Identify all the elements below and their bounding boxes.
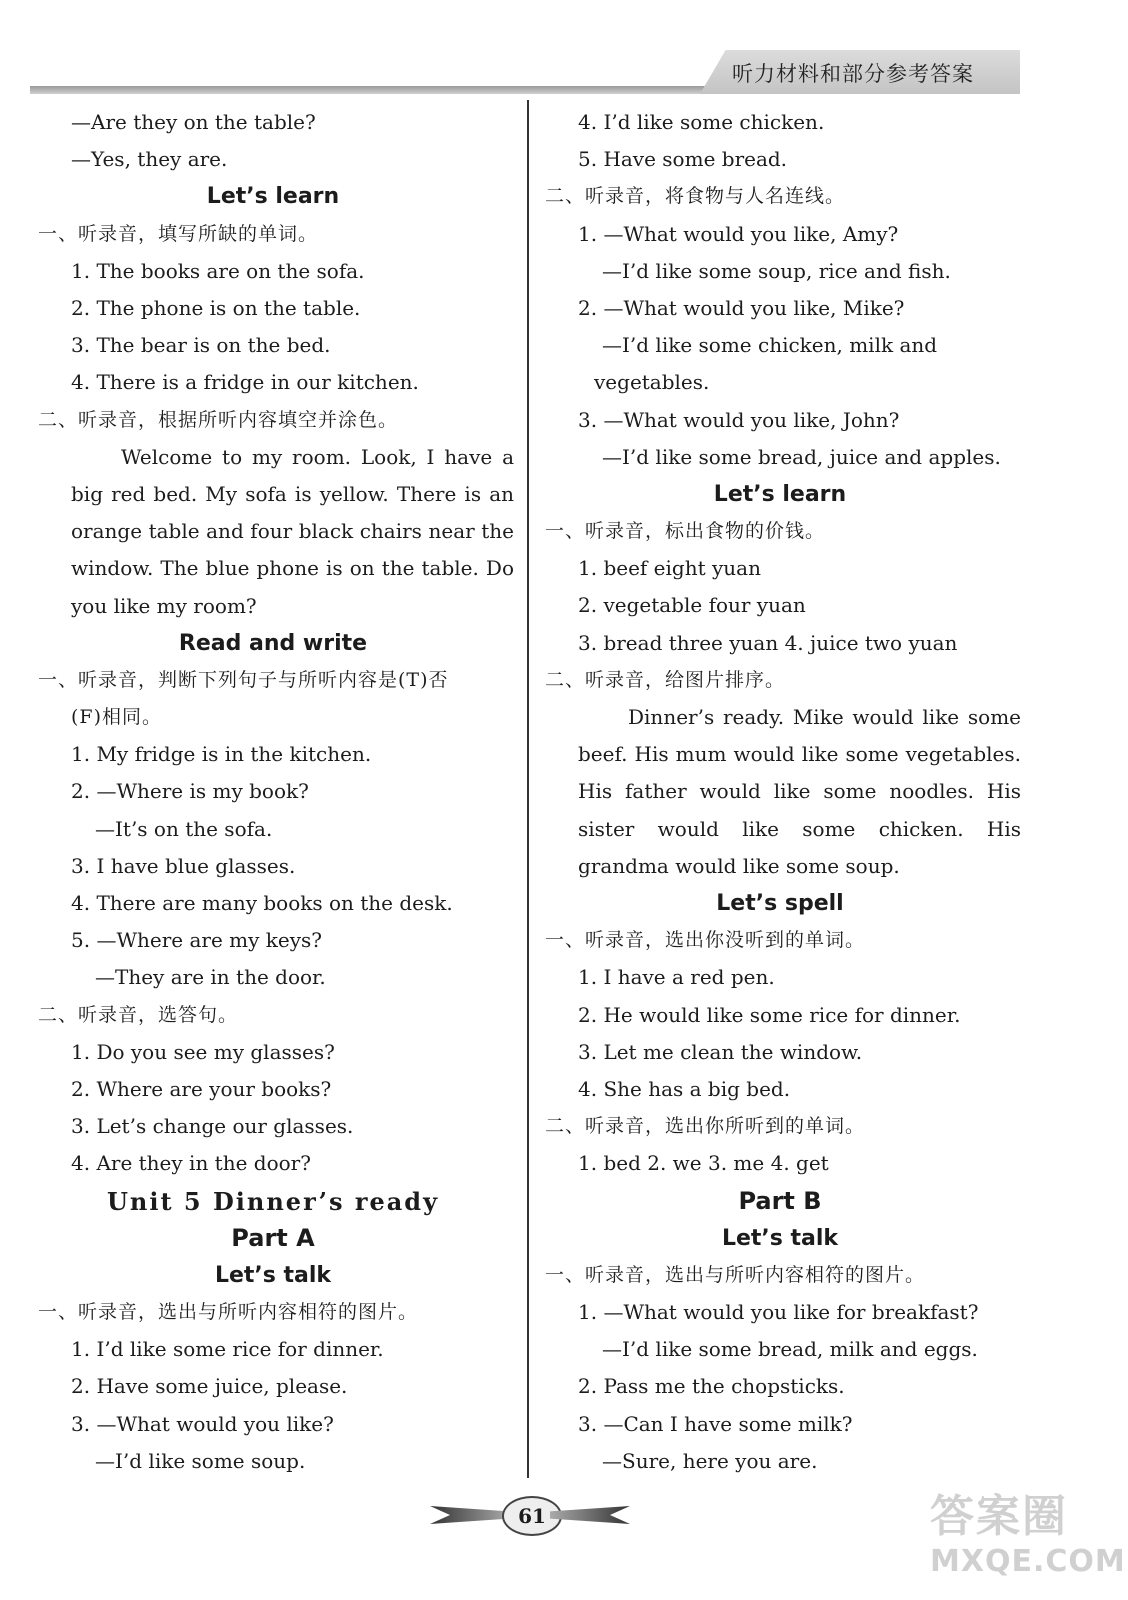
text-line: 2. Pass me the chopsticks.	[578, 1374, 845, 1399]
text-line: —I’d like some soup, rice and fish.	[602, 258, 951, 283]
part-heading: Part B	[738, 1186, 822, 1215]
footer-ornament-right	[550, 1506, 630, 1524]
exercise-instruction: 一、听录音，选出与所听内容相符的图片。	[545, 1263, 926, 1286]
unit-heading: Unit 5 Dinner’s ready	[106, 1186, 440, 1216]
text-line: 5. —Where are my keys?	[71, 928, 323, 953]
text-line: 1. I have a red pen.	[578, 965, 775, 990]
text-line: —Are they on the table?	[71, 110, 316, 134]
text-line: 3. Let me clean the window.	[578, 1039, 863, 1064]
section-heading: Read and write	[178, 630, 368, 656]
text-line: —It’s on the sofa.	[95, 816, 273, 841]
watermark-text-bottom: MXQE.COM	[930, 1544, 1126, 1579]
text-line: —I’d like some bread, juice and apples.	[602, 444, 1001, 469]
footer-ornament-left	[430, 1506, 510, 1524]
section-heading: Let’s spell	[716, 891, 844, 917]
exercise-instruction: (F)相同。	[71, 706, 163, 729]
text-line: 1. Do you see my glasses?	[71, 1039, 335, 1064]
text-line: 5. Have some bread.	[578, 147, 788, 172]
text-line: 3. —Can I have some milk?	[578, 1411, 853, 1436]
watermark-text-top: 答案圈	[930, 1491, 1068, 1542]
exercise-instruction: 一、听录音，填写所缺的单词。	[38, 222, 319, 245]
text-line: —I’d like some bread, milk and eggs.	[602, 1337, 978, 1362]
text-line: 4. She has a big bed.	[578, 1076, 791, 1101]
text-line: 4. There is a fridge in our kitchen.	[71, 370, 419, 395]
text-line: 2. The phone is on the table.	[71, 295, 361, 320]
exercise-instruction: 一、听录音，判断下列句子与所听内容是(T)否	[38, 668, 449, 691]
paragraph: Dinner’s ready. Mike would like some beef. His mum would like some vegetables. His father would like some noodles. His sister would like some chicken. His grandma would like some soup.	[578, 705, 1021, 878]
text-line: 2. He would like some rice for dinner.	[578, 1002, 961, 1027]
text-line: 2. vegetable four yuan	[578, 593, 806, 618]
text-line: 1. My fridge is in the kitchen.	[71, 742, 372, 767]
text-line: 4. Are they in the door?	[71, 1151, 311, 1176]
section-heading: Let’s talk	[721, 1225, 839, 1251]
text-line: 2. —Where is my book?	[71, 779, 309, 804]
paragraph: Welcome to my room. Look, I have a big red bed. My sofa is yellow. There is an orange table and four black chairs near the window. The blue phone is on the table. Do you like my room?	[71, 444, 514, 618]
text-line: vegetables.	[594, 370, 710, 395]
text-line: 1. bed 2. we 3. me 4. get	[578, 1151, 829, 1176]
text-line: 2. Where are your books?	[71, 1076, 332, 1101]
page-footer	[430, 1496, 630, 1536]
exercise-instruction: 二、听录音，选出你所听到的单词。	[545, 1115, 866, 1138]
exercise-instruction: 二、听录音，选答句。	[38, 1003, 239, 1026]
column-divider	[527, 100, 529, 1478]
exercise-instruction: 二、听录音，给图片排序。	[545, 668, 786, 691]
text-line: 1. I’d like some rice for dinner.	[71, 1337, 384, 1362]
part-heading: Part A	[231, 1223, 315, 1252]
text-line: —I’d like some chicken, milk and	[602, 333, 938, 358]
text-line: 3. I have blue glasses.	[71, 853, 296, 878]
page-number: 61	[502, 1496, 562, 1536]
right-column	[545, 104, 1021, 1480]
section-heading: Let’s learn	[206, 184, 340, 210]
text-line: 2. —What would you like, Mike?	[578, 295, 905, 320]
text-line: —Sure, here you are.	[602, 1448, 818, 1473]
page-header-title: 听力材料和部分参考答案	[732, 62, 974, 86]
text-line: 1. —What would you like for breakfast?	[578, 1300, 979, 1325]
text-line: 1. —What would you like, Amy?	[578, 221, 899, 246]
text-line: 3. bread three yuan 4. juice two yuan	[578, 630, 958, 655]
text-line: —I’d like some soup.	[95, 1448, 306, 1473]
text-line: 3. —What would you like, John?	[578, 407, 900, 432]
text-line: 1. The books are on the sofa.	[71, 258, 365, 283]
text-line: —Yes, they are.	[71, 147, 228, 172]
text-line: 3. Let’s change our glasses.	[71, 1114, 354, 1139]
text-line: 4. There are many books on the desk.	[71, 891, 453, 916]
exercise-instruction: 一、听录音，选出你没听到的单词。	[545, 929, 866, 952]
text-line: 3. The bear is on the bed.	[71, 333, 331, 358]
exercise-instruction: 一、听录音，选出与所听内容相符的图片。	[38, 1301, 419, 1324]
text-line: —They are in the door.	[95, 965, 326, 990]
exercise-instruction: 二、听录音，将食物与人名连线。	[545, 185, 846, 208]
text-line: 4. I’d like some chicken.	[578, 110, 825, 134]
text-line: 1. beef eight yuan	[578, 556, 761, 581]
exercise-instruction: 二、听录音，根据所听内容填空并涂色。	[38, 408, 399, 431]
section-heading: Let’s talk	[214, 1262, 332, 1288]
text-line: 2. Have some juice, please.	[71, 1374, 348, 1399]
section-heading: Let’s learn	[713, 481, 847, 507]
left-column	[38, 104, 514, 1480]
exercise-instruction: 一、听录音，标出食物的价钱。	[545, 520, 826, 543]
text-line: 3. —What would you like?	[71, 1411, 334, 1436]
watermark-logo	[930, 1480, 1126, 1590]
